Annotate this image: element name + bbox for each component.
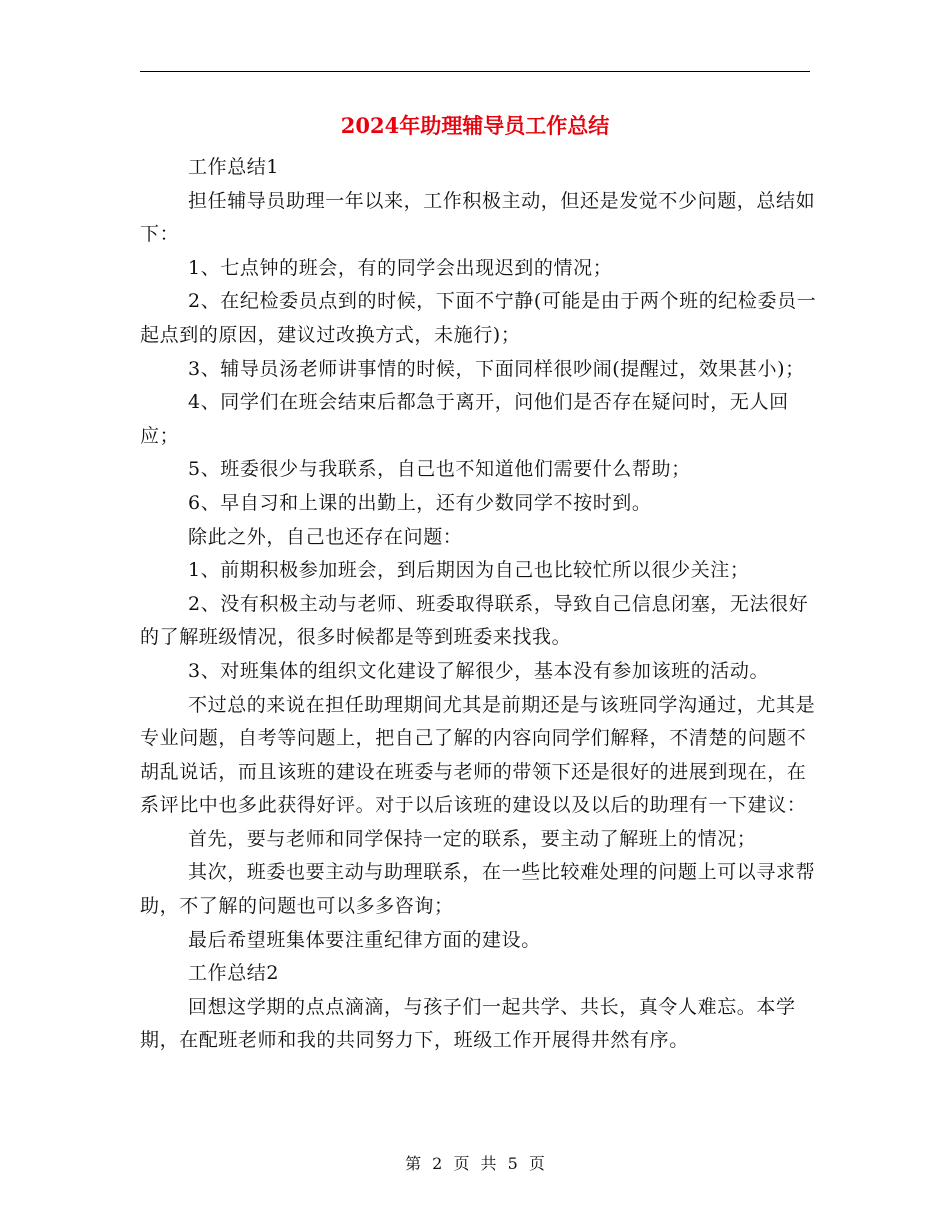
list-item: 6、早自习和上课的出勤上，还有少数同学不按时到。 (188, 491, 652, 514)
list-item: 1、七点钟的班会，有的同学会出现迟到的情况； (188, 256, 613, 279)
list-item: 4、同学们在班会结束后都急于离开，问他们是否存在疑问时，无人回应； (140, 391, 789, 447)
paragraph: 不过总的来说在担任助理期间尤其是前期还是与该班同学沟通过，尤其是专业问题，自考等问题上，把自己了解的内容向同学们解释，不清楚的问题不胡乱说话，而且该班的建设在班委与老师的带领下还是很好的进展到现在，在系评比中也多此获得好评。对于以后该班的建设以及以后的助理有一下建议： (140, 693, 816, 817)
paragraph: 回想这学期的点点滴滴，与孩子们一起共学、共长，真令人难忘。本学期，在配班老师和我的共同努力下，班级工作开展得井然有序。 (140, 995, 796, 1052)
list-item: 3、对班集体的组织文化建设了解很少，基本没有参加该班的活动。 (188, 659, 770, 682)
paragraph: 最后希望班集体要注重纪律方面的建设。 (188, 928, 541, 951)
list-item: 2、没有积极主动与老师、班委取得联系，导致自己信息闭塞，无法很好的了解班级情况，很多时候都是等到班委来找我。 (140, 592, 809, 649)
section-heading: 工作总结2 (188, 962, 280, 985)
paragraph: 担任辅导员助理一年以来，工作积极主动，但还是发觉不少问题，总结如下： (140, 189, 816, 246)
paragraph: 其次，班委也要主动与助理联系，在一些比较难处理的问题上可以寻求帮助，不了解的问题也可以多多咨询； (140, 861, 816, 918)
paragraph: 除此之外，自己也还存在问题： (188, 525, 463, 548)
document-title: 2024年助理辅导员工作总结 (340, 113, 610, 138)
page-number: 第 2 页 共 5 页 (405, 1154, 545, 1173)
paragraph: 首先，要与老师和同学保持一定的联系，要主动了解班上的情况； (188, 827, 757, 850)
list-item: 3、辅导员汤老师讲事情的时候，下面同样很吵闹(提醒过，效果甚小)； (188, 357, 805, 380)
header-rule (140, 71, 810, 72)
section-heading: 工作总结1 (188, 156, 280, 178)
document-body (140, 151, 820, 1058)
list-item: 5、班委很少与我联系，自己也不知道他们需要什么帮助； (188, 458, 691, 481)
list-item: 1、前期积极参加班会，到后期因为自己也比较忙所以很少关注； (188, 559, 750, 582)
list-item: 2、在纪检委员点到的时候，下面不宁静(可能是由于两个班的纪检委员一起点到的原因，建议过改换方式，未施行)； (140, 290, 817, 346)
